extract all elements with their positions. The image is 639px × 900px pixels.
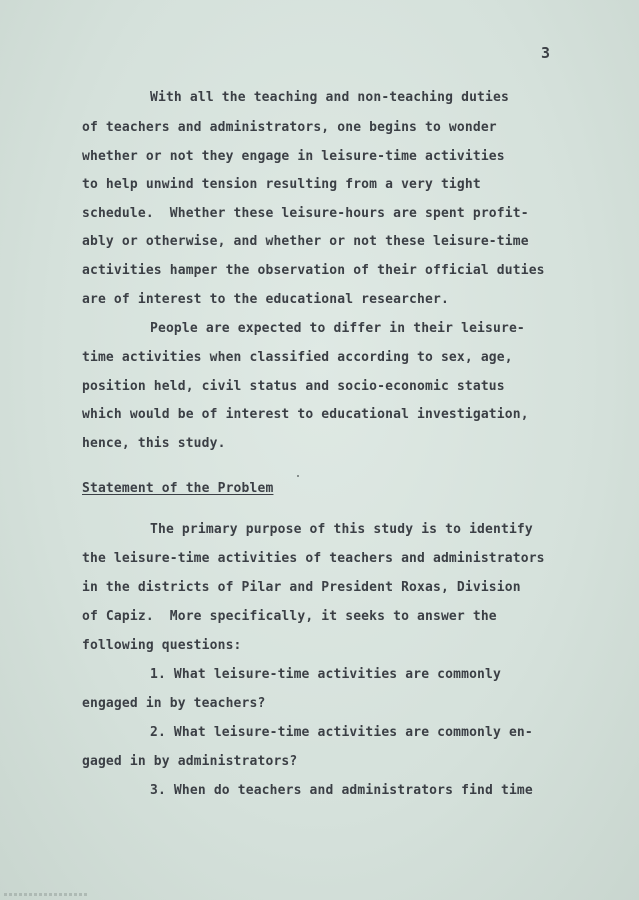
text-line: ably or otherwise, and whether or not these leisure-time [82,234,529,249]
text-line: The primary purpose of this study is to identify [150,522,533,537]
text-line: in the districts of Pilar and President Roxas, Division [82,580,521,595]
question-item: 2. What leisure-time activities are commonly en- [150,725,533,740]
text-line: hence, this study. [82,436,226,451]
text-line: whether or not they engage in leisure-time activities [82,149,505,164]
text-line: following questions: [82,638,242,653]
page-number: 3 [541,44,551,62]
section-heading: Statement of the Problem [82,481,274,496]
question-item-continued: gaged in by administrators? [82,754,298,769]
question-item: 3. When do teachers and administrators find time [150,783,533,798]
text-line: which would be of interest to educational investigation, [82,407,529,422]
text-line: With all the teaching and non-teaching duties [150,90,509,105]
text-line: time activities when classified according to sex, age, [82,350,513,365]
text-line: are of interest to the educational researcher. [82,292,449,307]
scan-footer-mark [4,893,89,896]
text-line: of Capiz. More specifically, it seeks to answer the [82,609,497,624]
question-item-continued: engaged in by teachers? [82,696,266,711]
ink-speck [297,475,299,477]
text-line: activities hamper the observation of their official duties [82,263,545,278]
text-line: position held, civil status and socio-economic status [82,379,505,394]
text-line: People are expected to differ in their leisure- [150,321,525,336]
question-item: 1. What leisure-time activities are commonly [150,667,501,682]
text-line: to help unwind tension resulting from a very tight [82,177,481,192]
text-line: the leisure-time activities of teachers and administrators [82,551,545,566]
text-line: of teachers and administrators, one begins to wonder [82,120,497,135]
text-line: schedule. Whether these leisure-hours are spent profit- [82,206,529,221]
